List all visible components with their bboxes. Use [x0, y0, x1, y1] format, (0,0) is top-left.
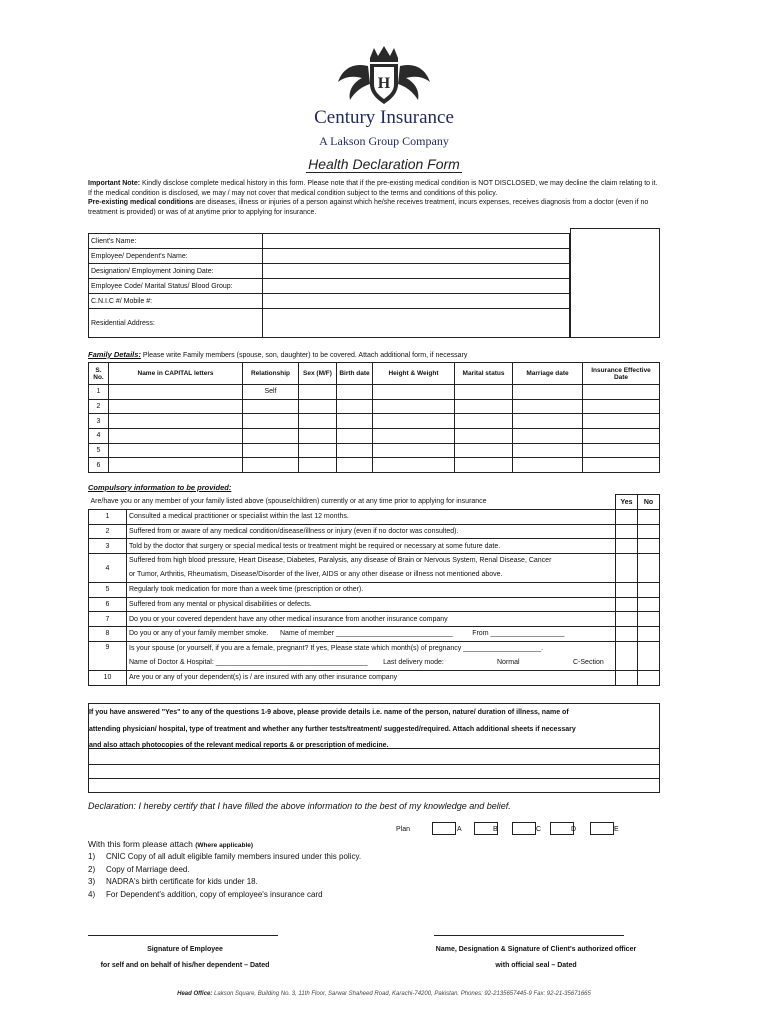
- yes-details-instructions: If you have answered "Yes" to any of the questions 1-9 above, please provide details i.e. name of the person, nature/ duration of illness, name of attending physician/ hospital, type of treatment and whether any further tests/treatment/ suggested/required. Attach additional sheets if necessary and also attach photocopies of the relevant medical reports & or prescription of medicine.: [89, 709, 576, 749]
- plan-e-label: E: [614, 826, 619, 833]
- table-row: 4: [89, 429, 660, 444]
- crowned-shield-crest-icon: [332, 44, 436, 108]
- plan-label: Plan: [396, 826, 411, 833]
- client-name-field[interactable]: [263, 234, 570, 249]
- compulsory-question: Are/have you or any member of your family listed above (spouse/children) currently or at any time prior to applying for insurance: [89, 495, 616, 510]
- table-row: 2: [89, 399, 660, 414]
- declaration-text: Declaration: I hereby certify that I have filled the above information to the best of my knowledge and belief.: [88, 801, 511, 811]
- table-row: 10 Are you or any of your dependent(s) is / are insured with any other insurance company: [89, 670, 660, 685]
- company-logo: [332, 44, 436, 108]
- yes-checkbox[interactable]: [616, 670, 638, 685]
- designation-label: Designation/ Employment Joining Date:: [89, 264, 263, 279]
- client-info-table: [88, 233, 570, 338]
- table-row: 3 Told by the doctor that surgery or special medical tests or treatment might be required or necessary at some future date.: [89, 539, 660, 554]
- yes-checkbox[interactable]: [616, 641, 638, 670]
- photo-box: [570, 228, 660, 338]
- no-checkbox[interactable]: [638, 510, 660, 525]
- plan-d-label: D: [571, 826, 577, 833]
- employee-code-label: Employee Code/ Marital Status/ Blood Group:: [89, 279, 263, 294]
- plan-b-label: B: [493, 826, 498, 833]
- delivery-normal-option[interactable]: Normal: [497, 658, 520, 666]
- family-details-heading: Family Details: Please write Family members (spouse, son, daughter) to be covered. Attach additional form, if necessary: [88, 350, 468, 359]
- col-relationship: Relationship: [243, 363, 299, 385]
- designation-field[interactable]: [263, 264, 570, 279]
- svg-text:H: H: [377, 75, 391, 92]
- yes-checkbox[interactable]: [616, 597, 638, 612]
- col-marriage-date: Marriage date: [513, 363, 583, 385]
- cnic-label: C.N.I.C #/ Mobile #:: [89, 294, 263, 309]
- table-row: 9 Is your spouse (or yourself, if you are a female, pregnant? If yes, Please state which month(s) of pregnancy ____________________. Name of Doctor & Hospital: _______________________________________ Last delivery mode: Normal C-Section: [89, 641, 660, 670]
- no-checkbox[interactable]: [638, 612, 660, 627]
- table-row: 6: [89, 458, 660, 473]
- yes-checkbox[interactable]: [616, 510, 638, 525]
- list-item: 3) NADRA's birth certificate for kids under 18.: [88, 877, 258, 886]
- dependent-name-field[interactable]: [263, 249, 570, 264]
- list-item: 2) Copy of Marriage deed.: [88, 864, 190, 874]
- no-checkbox[interactable]: [638, 641, 660, 670]
- table-row: 5: [89, 443, 660, 458]
- plan-e-checkbox[interactable]: [590, 822, 614, 835]
- col-name: Name in CAPITAL letters: [109, 363, 243, 385]
- no-checkbox[interactable]: [638, 627, 660, 642]
- yes-checkbox[interactable]: [616, 554, 638, 583]
- client-name-label: Client's Name:: [89, 234, 263, 249]
- yes-checkbox[interactable]: [616, 583, 638, 598]
- employee-code-field[interactable]: [263, 279, 570, 294]
- attach-heading: With this form please attach (Where applicable): [88, 839, 254, 849]
- table-row: 8 Do you or any of your family member smoke. Name of member ______________________________ From ___________________: [89, 627, 660, 642]
- table-row: 7 Do you or your covered dependent have any other medical insurance from another insurance company: [89, 612, 660, 627]
- employee-signature-caption: Signature of Employee for self and on behalf of his/her dependent – Dated: [100, 946, 270, 969]
- yes-checkbox[interactable]: [616, 627, 638, 642]
- list-item: 1) CNIC Copy of all adult eligible family members insured under this policy.: [88, 852, 362, 861]
- form-title: Health Declaration Form: [308, 156, 460, 172]
- no-checkbox[interactable]: [638, 597, 660, 612]
- col-height-weight: Height & Weight: [373, 363, 455, 385]
- address-field[interactable]: [263, 309, 570, 338]
- col-sno: S. No.: [89, 363, 109, 385]
- plan-c-checkbox[interactable]: [512, 822, 536, 835]
- dependent-name-label: Employee/ Dependent's Name:: [89, 249, 263, 264]
- table-row: 4 Suffered from high blood pressure, Heart Disease, Diabetes, Paralysis, any disease of Brain or Nervous System, Renal Disease, Cancer or Tumor, Arthritis, Rheumatism, Disease/Disorder of the liver, AIDS or any other disease or illness not mentioned above.: [89, 554, 660, 583]
- yes-checkbox[interactable]: [616, 524, 638, 539]
- no-header: No: [638, 495, 660, 510]
- delivery-csection-option[interactable]: C-Section: [573, 658, 604, 666]
- col-marital-status: Marital status: [455, 363, 513, 385]
- yes-header: Yes: [616, 495, 638, 510]
- no-checkbox[interactable]: [638, 554, 660, 583]
- table-row: 5 Regularly took medication for more than a week time (prescription or other).: [89, 583, 660, 598]
- plan-c-label: C: [536, 826, 542, 833]
- table-row: 2 Suffered from or aware of any medical condition/disease/illness or injury (even if no doctor was consulted).: [89, 524, 660, 539]
- address-label: Residential Address:: [89, 309, 263, 338]
- family-table: [88, 362, 660, 473]
- brand-name: Century Insurance: [314, 107, 454, 128]
- plan-a-checkbox[interactable]: [432, 822, 456, 835]
- no-checkbox[interactable]: [638, 583, 660, 598]
- important-note: Important Note: Kindly disclose complete medical history in this form. Please note that if the pre-existing medical condition is NOT DISCLOSED, we may decline the claim relating to it. If the medical condition is disclosed, we may / may not cover that medical condition subject to the terms and conditions of this policy. Pre-existing medical conditions are diseases, illness or injuries of a person against which he/she receives treatment, incurs expenses, receives diagnosis from a doctor (even if no treatment is provided) or was of at anytime prior to applying for insurance.: [88, 180, 658, 216]
- cnic-field[interactable]: [263, 294, 570, 309]
- col-insurance-date: Insurance Effective Date: [583, 363, 660, 385]
- employee-signature-line[interactable]: [88, 935, 278, 936]
- yes-checkbox[interactable]: [616, 612, 638, 627]
- col-birth-date: Birth date: [337, 363, 373, 385]
- attach-list: [88, 851, 361, 901]
- table-row: 3: [89, 414, 660, 429]
- yes-checkbox[interactable]: [616, 539, 638, 554]
- no-checkbox[interactable]: [638, 524, 660, 539]
- officer-signature-caption: Name, Designation & Signature of Client's authorized officer with official seal – Dated: [435, 946, 637, 969]
- compulsory-heading: Compulsory information to be provided:: [88, 483, 232, 492]
- table-row: 1 Self: [89, 385, 660, 400]
- table-row: 6 Suffered from any mental or physical disabilities or defects.: [89, 597, 660, 612]
- footer-address: Head Office: Lakson Square, Building No. 3, 11th Floor, Sarwar Shaheed Road, Karachi-74200, Pakistan. Phones: 92-2135657445-9 Fax: 92-21-35671665: [177, 991, 591, 997]
- plan-a-label: A: [457, 826, 462, 833]
- no-checkbox[interactable]: [638, 670, 660, 685]
- brand-subtitle: A Lakson Group Company: [319, 134, 449, 148]
- list-item: 4) For Dependent's addition, copy of employee's insurance card: [88, 889, 323, 899]
- table-row: 1 Consulted a medical practitioner or specialist within the last 12 months.: [89, 510, 660, 525]
- col-sex: Sex (M/F): [299, 363, 337, 385]
- officer-signature-line[interactable]: [434, 935, 624, 936]
- compulsory-table: [88, 494, 660, 686]
- no-checkbox[interactable]: [638, 539, 660, 554]
